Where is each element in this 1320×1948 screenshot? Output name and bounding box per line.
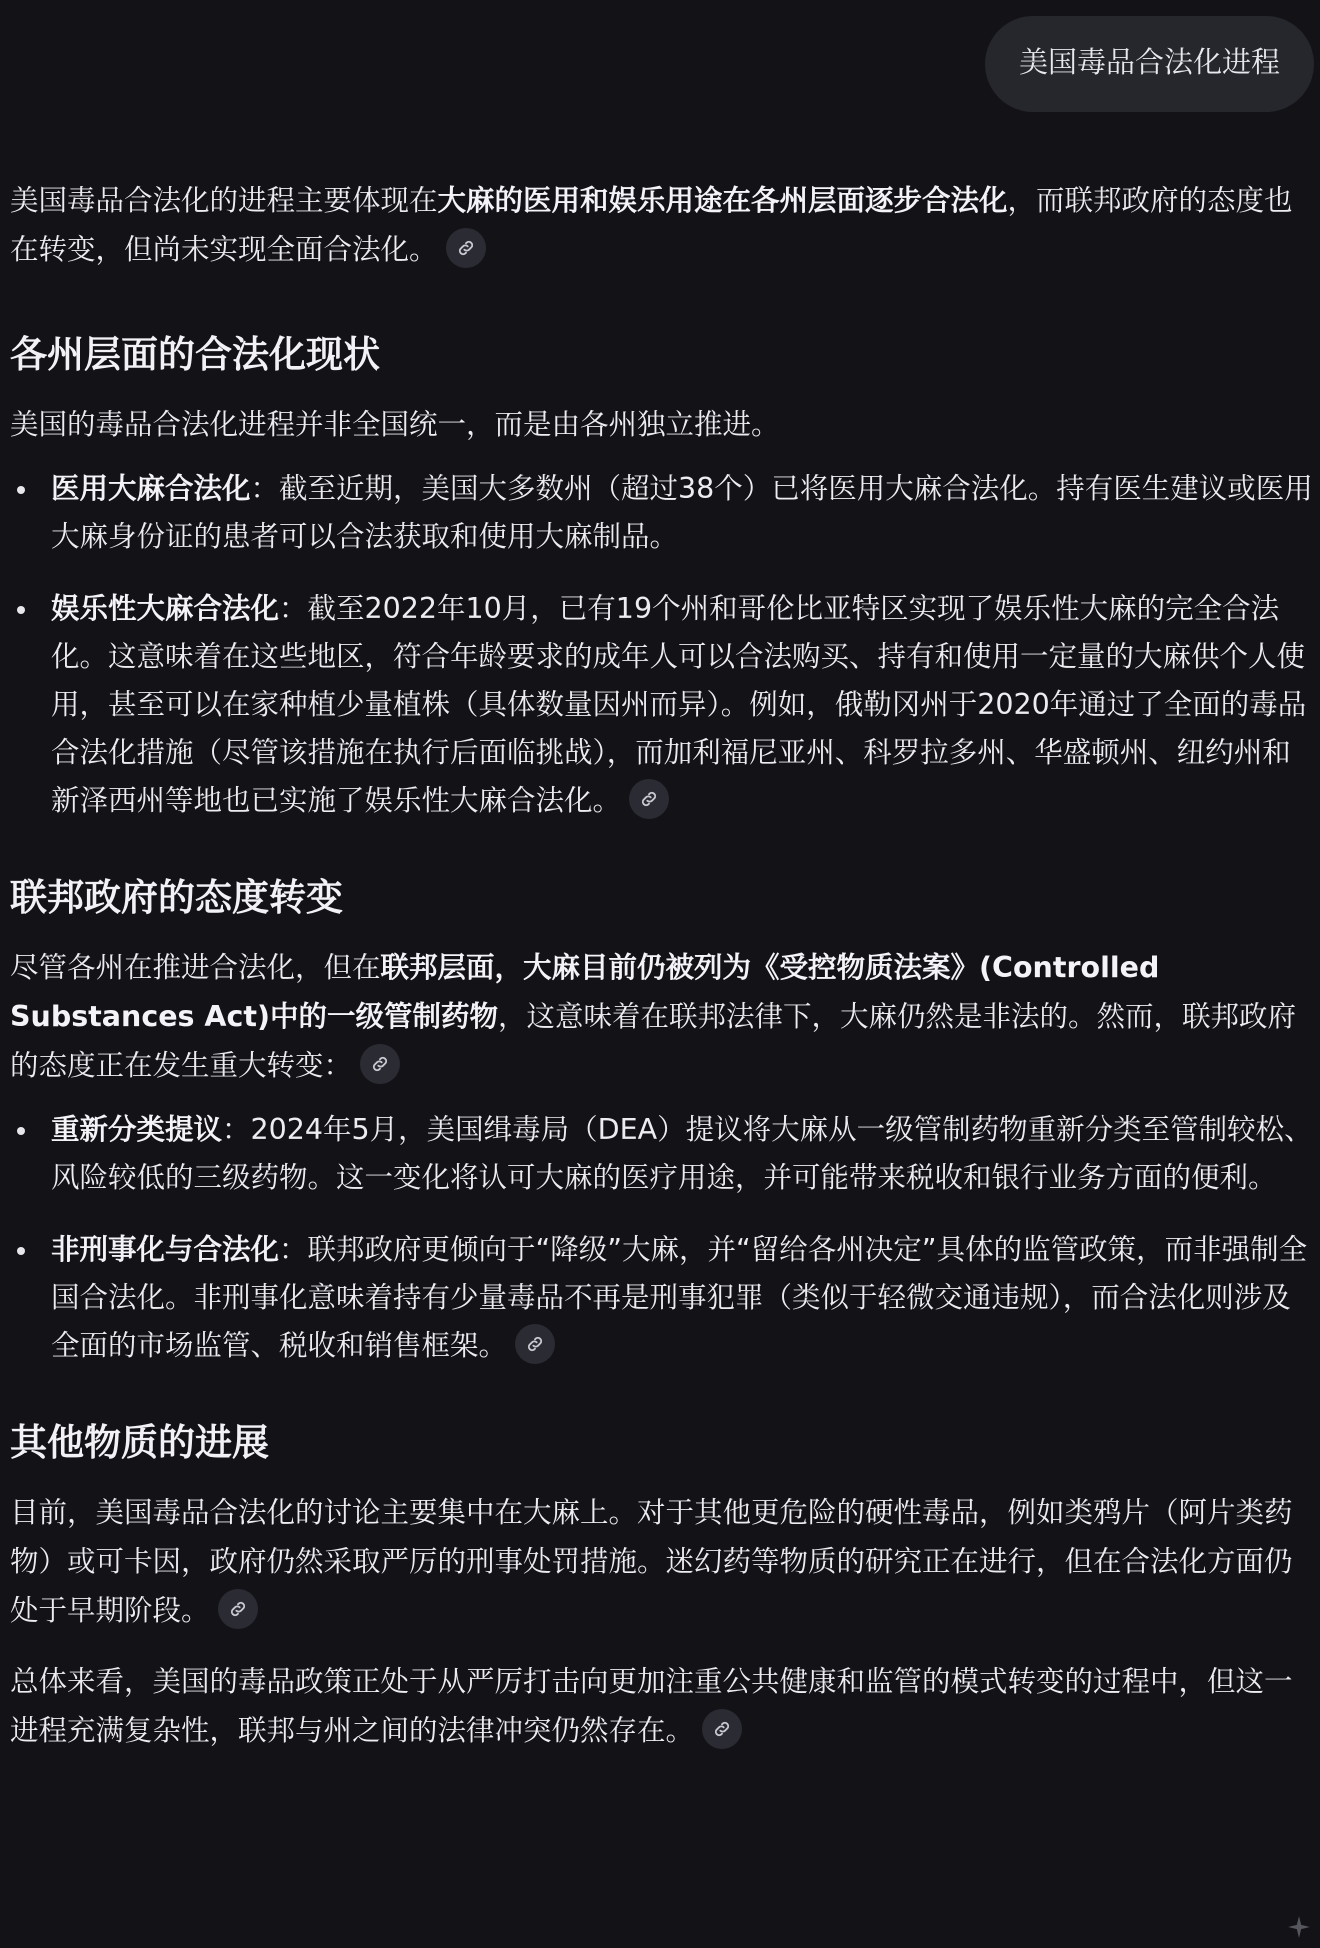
section-states-lead: 美国的毒品合法化进程并非全国统一，而是由各州独立推进。 xyxy=(10,408,780,441)
section-other-body xyxy=(10,1488,1314,1635)
intro-bold: 大麻的医用和娱乐用途在各州层面逐步合法化 xyxy=(437,184,1008,217)
states-list xyxy=(10,465,1314,825)
intro-text: 美国毒品合法化的进程主要体现在 xyxy=(10,184,438,217)
list-item xyxy=(10,1106,1314,1202)
list-item xyxy=(10,585,1314,825)
list-item-title: 重新分类提议 xyxy=(51,1113,223,1146)
intro-paragraph xyxy=(10,176,1314,274)
link-icon xyxy=(456,238,476,258)
list-item xyxy=(10,465,1314,561)
link-icon xyxy=(228,1599,248,1619)
section-title-states: 各州层面的合法化现状 xyxy=(10,333,380,376)
sparkle-icon xyxy=(1286,1914,1312,1940)
source-link-button[interactable] xyxy=(629,779,669,819)
list-item-title: 非刑事化与合法化 xyxy=(51,1233,280,1266)
section-title-federal: 联邦政府的态度转变 xyxy=(10,876,343,919)
list-item-text: ：截至近期，美国大多数州（超过38个）已将医用大麻合法化。持有医生建议或医用大麻身份证的患者可以合法获取和使用大麻制品。 xyxy=(51,472,1313,553)
user-message-bubble xyxy=(985,16,1314,112)
source-link-button[interactable] xyxy=(218,1589,258,1629)
intro-text-end: ，而联邦政府的态度也在转变，但尚未实现全面合法化。 xyxy=(10,184,1293,266)
list-item-title: 娱乐性大麻合法化 xyxy=(51,592,280,625)
list-item xyxy=(10,1226,1314,1370)
list-item-text: ：2024年5月，美国缉毒局（DEA）提议将大麻从一级管制药物重新分类至管制较松、风险较低的三级药物。这一变化将认可大麻的医疗用途，并可能带来税收和银行业务方面的便利。 xyxy=(51,1113,1313,1194)
federal-lead-text: 尽管各州在推进合法化，但在 xyxy=(10,951,381,984)
link-icon xyxy=(370,1054,390,1074)
link-icon xyxy=(712,1719,732,1739)
user-message-text: 美国毒品合法化进程 xyxy=(1018,45,1280,79)
source-link-button[interactable] xyxy=(360,1044,400,1084)
source-link-button[interactable] xyxy=(702,1709,742,1749)
section-title-other: 其他物质的进展 xyxy=(10,1421,269,1464)
section-federal-lead xyxy=(10,943,1314,1090)
list-item-text: ：联邦政府更倾向于“降级”大麻，并“留给各州决定”具体的监管政策，而非强制全国合法化。非刑事化意味着持有少量毒品不再是刑事犯罪（类似于轻微交通违规），而合法化则涉及全面的市场监管、税收和销售框架。 xyxy=(51,1233,1308,1362)
source-link-button[interactable] xyxy=(446,228,486,268)
list-item-title: 医用大麻合法化 xyxy=(51,472,251,505)
assistant-answer xyxy=(10,176,1314,1755)
federal-lead-bold: 联邦层面，大麻目前仍被列为《受控物质法案》(Controlled Substances Act)中的一级管制药物 xyxy=(10,951,1160,1033)
list-item-text: ：截至2022年10月，已有19个州和哥伦比亚特区实现了娱乐性大麻的完全合法化。这意味着在这些地区，符合年龄要求的成年人可以合法购买、持有和使用一定量的大麻供个人使用，甚至可以在家种植少量植株（具体数量因州而异）。例如，俄勒冈州于2020年通过了全面的毒品合法化措施（尽管该措施在执行后面临挑战），而加利福尼亚州、科罗拉多州、华盛顿州、纽约州和新泽西州等地也已实施了娱乐性大麻合法化。 xyxy=(51,592,1307,817)
conclusion-text: 总体来看，美国的毒品政策正处于从严厉打击向更加注重公共健康和监管的模式转变的过程中，但这一进程充满复杂性，联邦与州之间的法律冲突仍然存在。 xyxy=(10,1665,1293,1747)
federal-lead-text-end: ，这意味着在联邦法律下，大麻仍然是非法的。然而，联邦政府的态度正在发生重大转变： xyxy=(10,1000,1297,1082)
source-link-button[interactable] xyxy=(515,1324,555,1364)
link-icon xyxy=(525,1334,545,1354)
other-body-text: 目前，美国毒品合法化的讨论主要集中在大麻上。对于其他更危险的硬性毒品，例如类鸦片（阿片类药物）或可卡因，政府仍然采取严厉的刑事处罚措施。迷幻药等物质的研究正在进行，但在合法化方面仍处于早期阶段。 xyxy=(10,1496,1293,1627)
conclusion-paragraph xyxy=(10,1657,1314,1755)
federal-list xyxy=(10,1106,1314,1370)
link-icon xyxy=(639,789,659,809)
